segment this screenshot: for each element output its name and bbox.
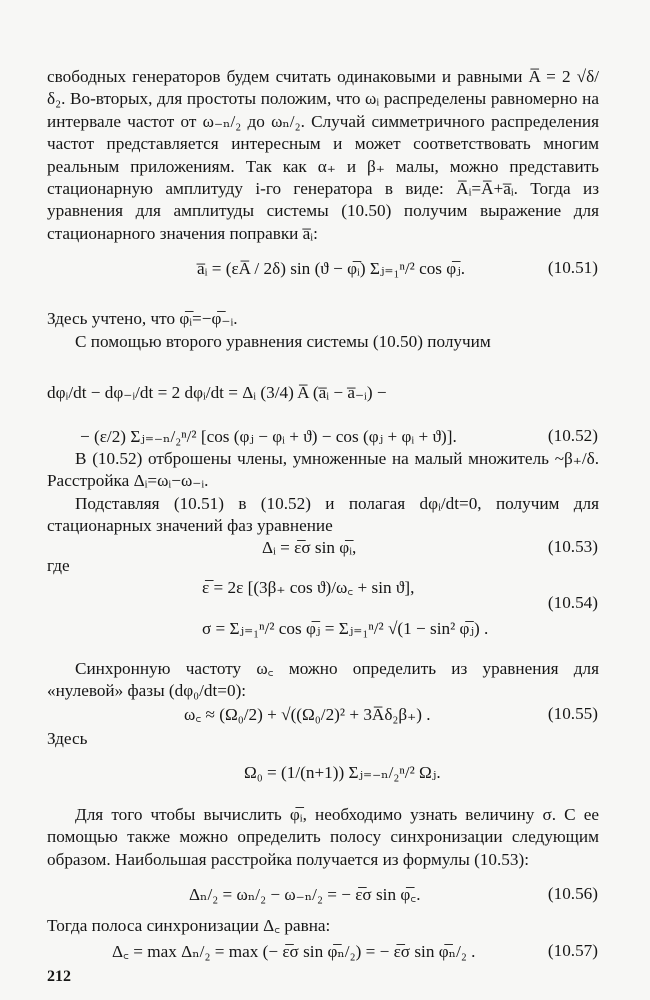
equation-number-10-56: (10.56): [547, 884, 598, 903]
equation-10-53: Δᵢ = ε̅σ sin φ̅ᵢ,: [262, 538, 357, 557]
equation-number-10-57: (10.57): [547, 941, 598, 960]
equation-number-10-54: (10.54): [547, 593, 598, 612]
page-number: 212: [47, 968, 71, 985]
equation-10-52-line1: dφᵢ/dt − dφ₋ᵢ/dt = 2 dφᵢ/dt = Δᵢ (3/4) A̅ (a̅ᵢ − a̅₋ᵢ) −: [47, 383, 387, 402]
equation-10-54-line1: ε̅ = 2ε [(3β₊ cos ϑ)/ω꜀ + sin ϑ],: [202, 578, 415, 597]
equation-number-10-51: (10.51): [547, 258, 598, 277]
equation-omega-zero: Ω₀ = (1/(n+1)) Σⱼ₌₋ₙ/₂ⁿ/² Ωⱼ.: [244, 763, 441, 782]
equation-10-54-line2: σ = Σⱼ₌₁ⁿ/² cos φ̅ⱼ = Σⱼ₌₁ⁿ/² √(1 − sin² φ̅ⱼ) .: [202, 619, 489, 638]
paragraph-note: Здесь учтено, что φ̅ᵢ=−φ̅₋ᵢ.: [47, 309, 238, 328]
equation-number-10-55: (10.55): [547, 704, 598, 723]
equation-number-10-53: (10.53): [547, 537, 598, 556]
equation-10-51: a̅ᵢ = (εA̅ / 2δ) sin (ϑ − φ̅ᵢ) Σⱼ₌₁ⁿ/² cos φ̅ⱼ.: [197, 259, 466, 278]
paragraph-dropped-terms: В (10.52) отброшены члены, умноженные на малый множитель ~β₊/δ. Расстройка Δᵢ=ωᵢ−ω₋ᵢ.: [47, 449, 599, 491]
paragraph-second-equation: С помощью второго уравнения системы (10.50) получим: [75, 332, 491, 351]
paragraph-substitution: Подставляя (10.51) в (10.52) и полагая dφᵢ/dt=0, получим для стационарных значений фаз уравнение: [47, 494, 599, 536]
paragraph-here: Здесь: [47, 729, 88, 748]
paragraph-compute-phase: Для того чтобы вычислить φ̅ᵢ, необходимо узнать величину σ. С ее помощью также можно определить полосу синхронизации следующим образом. Наибольшая расстройка получается из формулы (10.53):: [47, 805, 599, 869]
paragraph-sync-frequency: Синхронную частоту ω꜀ можно определить из уравнения для «нулевой» фазы (dφ₀/dt=0):: [47, 659, 599, 701]
equation-10-56: Δₙ/₂ = ωₙ/₂ − ω₋ₙ/₂ = − ε̅σ sin φ̅꜀.: [189, 885, 421, 904]
equation-10-55: ω꜀ ≈ (Ω₀/2) + √((Ω₀/2)² + 3A̅δ₂β₊) .: [184, 705, 431, 724]
paragraph-intro: свободных генераторов будем считать одинаковыми и равными A̅ = 2 √δ/δ₂. Во-вторых, для простоты положим, что ωᵢ распределены равномерно на интервале частот от ω₋ₙ/₂ до ωₙ/₂. Случай симметричного распределения частот представляется интересным и может соответствовать многим реальным приложениям. Так как α₊ и β₊ малы, можно представить стационарную амплитуду i-го генератора в виде: A̅ᵢ=A̅+a̅ᵢ. Тогда из уравнения для амплитуды системы (10.50) получим выражение для стационарного значения поправки a̅ᵢ:: [47, 67, 599, 243]
equation-number-10-52: (10.52): [547, 426, 598, 445]
paragraph-sync-band: Тогда полоса синхронизации Δ꜀ равна:: [47, 916, 331, 935]
paragraph-where: где: [47, 556, 70, 575]
equation-10-52-line2: − (ε/2) Σⱼ₌₋ₙ/₂ⁿ/² [cos (φⱼ − φᵢ + ϑ) − cos (φⱼ + φᵢ + ϑ)].: [80, 427, 457, 446]
equation-10-57: Δ꜀ = max Δₙ/₂ = max (− ε̅σ sin φ̅ₙ/₂) = − ε̅σ sin φ̅ₙ/₂ .: [112, 942, 476, 961]
